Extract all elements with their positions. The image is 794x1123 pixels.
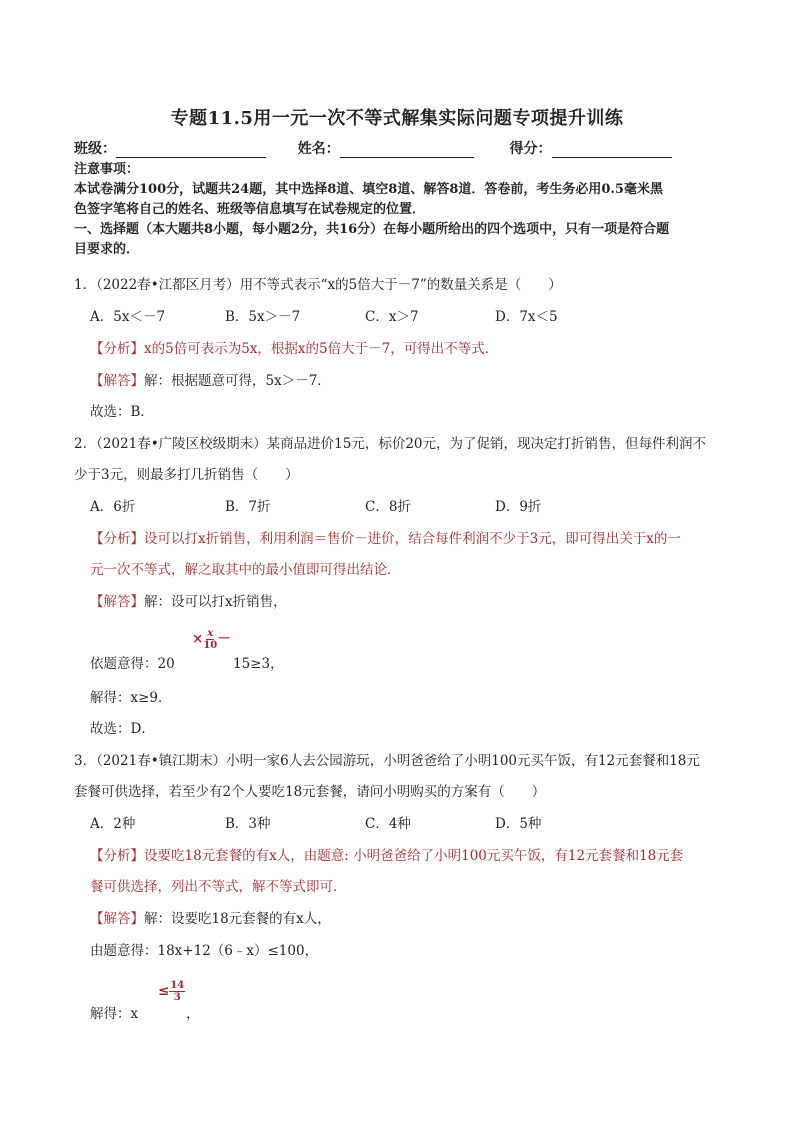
q3-analysis-text-2: 餐可供选择，列出不等式，解不等式即可． bbox=[90, 879, 347, 895]
q3-answer bbox=[90, 907, 331, 927]
q1-answer-text: 解：根据题意可得，5x＞－7． bbox=[144, 373, 331, 389]
q2-analysis-text-2: 元一次不等式，解之取其中的最小值即可得出结论． bbox=[90, 562, 401, 578]
q3-solve-suffix: ， bbox=[186, 1006, 200, 1022]
q1-analysis bbox=[90, 337, 498, 357]
q1-answer bbox=[90, 369, 331, 389]
q3-equation: 由题意得：18x+12（6﹣x）≤100， bbox=[90, 943, 319, 959]
q3-fraction-numerator: 14 bbox=[170, 980, 185, 991]
q1-stem: 1．（2022春•江都区月考）用不等式表示“x的5倍大于－7”的数量关系是（ ） bbox=[74, 277, 562, 293]
q3-le-sign: ≤ bbox=[158, 983, 170, 999]
name-blank[interactable] bbox=[340, 142, 474, 158]
name-label: 姓名： bbox=[297, 141, 340, 157]
notice-line-2: 色签字笔将自己的姓名、班级等信息填写在试卷规定的位置． bbox=[74, 202, 426, 217]
score-blank[interactable] bbox=[552, 142, 672, 158]
q3-analysis-text-1: 设要吃18元套餐的有x人，由题意: 小明爸爸给了小明100元买午饭，有12元套餐和18元套 bbox=[144, 848, 684, 864]
q2-times-sign: × bbox=[192, 631, 204, 647]
analysis-tag: 【分析】 bbox=[90, 848, 144, 864]
q1-option-b[interactable]: B．5x＞－7 bbox=[225, 309, 301, 325]
q1-choice: 故选：B． bbox=[90, 404, 154, 420]
answer-tag: 【解答】 bbox=[90, 594, 144, 610]
q1-analysis-text: x的5倍可表示为5x，根据x的5倍大于－7，可得出不等式． bbox=[144, 341, 499, 357]
score-label: 得分： bbox=[509, 141, 552, 157]
q2-fraction bbox=[203, 628, 217, 651]
page-title: 专题11.5用一元一次不等式解集实际问题专项提升训练 bbox=[170, 108, 624, 129]
q2-minus-sign: － bbox=[217, 631, 231, 647]
student-info-row bbox=[74, 138, 672, 158]
q1-option-a[interactable]: A．5x＜－7 bbox=[90, 309, 166, 325]
class-label: 班级： bbox=[74, 141, 116, 157]
q3-fraction bbox=[169, 980, 185, 1003]
q2-stem-1: 2．（2021春•广陵区校级期末）某商品进价15元，标价20元，为了促销，现决定打折销售，但每件利润不 bbox=[74, 436, 707, 452]
q2-answer bbox=[90, 590, 287, 610]
q3-option-a[interactable]: A．2种 bbox=[90, 816, 136, 832]
q3-fraction-denominator: 3 bbox=[173, 992, 181, 1003]
q2-fraction-denominator: 10 bbox=[203, 640, 218, 651]
q2-equation-fraction bbox=[192, 627, 231, 651]
q2-analysis-text-1: 设可以打x折销售，利用利润＝售价－进价，结合每件利润不少于3元，即可得出关于x的一 bbox=[144, 531, 681, 547]
q2-stem-2: 少于3元，则最多打几折销售（ ） bbox=[74, 467, 299, 483]
q2-equation-prefix: 依题意得：20 bbox=[90, 656, 175, 672]
q2-option-d[interactable]: D．9折 bbox=[495, 499, 542, 515]
q2-answer-text: 解：设可以打x折销售， bbox=[144, 594, 287, 610]
q3-answer-text: 解：设要吃18元套餐的有x人， bbox=[144, 911, 331, 927]
answer-tag: 【解答】 bbox=[90, 373, 144, 389]
notice-line-1: 本试卷满分100分，试题共24题，其中选择8道、填空8道、解答8道．答卷前，考生务必用0.5毫米黑 bbox=[74, 182, 663, 197]
analysis-tag: 【分析】 bbox=[90, 341, 144, 357]
q2-fraction-numerator: x bbox=[207, 628, 214, 639]
notice-heading: 注意事项： bbox=[74, 162, 140, 177]
answer-tag: 【解答】 bbox=[90, 911, 144, 927]
class-blank[interactable] bbox=[116, 142, 266, 158]
q1-option-d[interactable]: D．7x＜5 bbox=[495, 309, 558, 325]
q2-analysis-1 bbox=[90, 527, 681, 547]
q2-option-b[interactable]: B．7折 bbox=[225, 499, 271, 515]
q2-solve: 解得：x≥9． bbox=[90, 690, 172, 706]
notice-block bbox=[74, 160, 734, 260]
q2-equation-suffix: 15≥3， bbox=[233, 656, 284, 672]
q2-choice: 故选：D． bbox=[90, 721, 155, 737]
q3-solve-fraction bbox=[158, 980, 185, 1003]
q3-option-b[interactable]: B．3种 bbox=[225, 816, 271, 832]
q2-option-c[interactable]: C．8折 bbox=[365, 499, 411, 515]
section-heading-2: 目要求的． bbox=[74, 242, 140, 257]
q2-option-a[interactable]: A．6折 bbox=[90, 499, 136, 515]
analysis-tag: 【分析】 bbox=[90, 531, 144, 547]
q1-option-c[interactable]: C．x＞7 bbox=[365, 309, 419, 325]
q3-analysis-1 bbox=[90, 844, 683, 864]
section-heading-1: 一、选择题（本大题共8小题，每小题2分，共16分）在每小题所给出的四个选项中，只有一项是符合题 bbox=[74, 222, 670, 237]
q2-analysis-2 bbox=[90, 558, 401, 578]
q3-stem-1: 3．（2021春•镇江期末）小明一家6人去公园游玩，小明爸爸给了小明100元买午饭，有12元套餐和18元 bbox=[74, 753, 700, 769]
q3-option-c[interactable]: C．4种 bbox=[365, 816, 411, 832]
q3-stem-2: 套餐可供选择，若至少有2个人要吃18元套餐，请问小明购买的方案有（ ） bbox=[74, 784, 546, 800]
q3-analysis-2 bbox=[90, 875, 347, 895]
q3-option-d[interactable]: D．5种 bbox=[495, 816, 542, 832]
q3-solve-prefix: 解得：x bbox=[90, 1006, 139, 1022]
